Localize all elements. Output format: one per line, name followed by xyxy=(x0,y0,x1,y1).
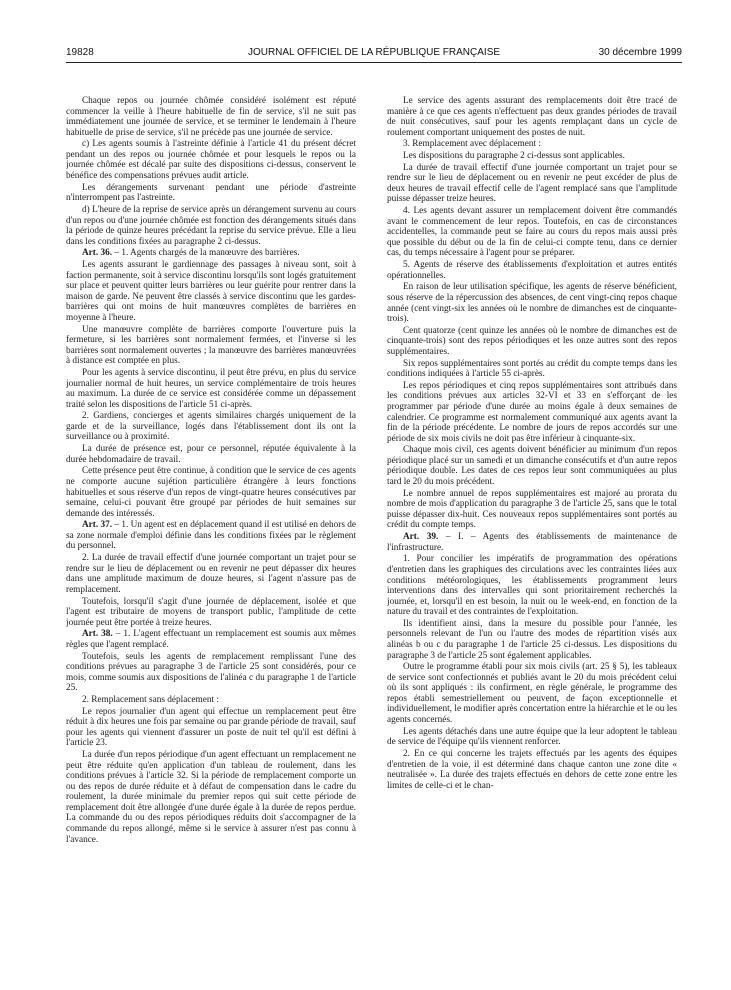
paragraph-text: 4. Les agents devant assurer un remplacement doivent être commandés avant le commencement de leur repos. Toutefois, en cas de circonstances accidentelles, la commande peut se faire au cours du repos mais aussi près que possible du début ou de la fin de celui-ci compte tenu, dans ce dernier cas, du temps nécessaire à l'agent pour se préparer. xyxy=(387,206,677,259)
paragraph-text: 2. La durée de travail effectif d'une journée comportant un trajet pour se rendre sur le lieu de déplacement ou en revenir ne peut dépasser dix heures dans une amplitude maximum de douze heures, si l'agent n'assure pas de remplacement. xyxy=(66,553,356,595)
paragraph xyxy=(66,444,356,465)
paragraph xyxy=(66,750,356,845)
page-header xyxy=(66,47,682,61)
paragraph xyxy=(66,520,356,552)
paragraph xyxy=(387,445,677,487)
paragraph xyxy=(387,662,677,725)
left-column xyxy=(66,96,356,976)
header-rule xyxy=(66,62,682,63)
paragraph-text: Le repos journalier d'un agent qui effectue un remplacement peut être réduit à dix heures une fois par semaine ou par grande période de travail, sauf pour les agents qui viennent d'assurer un poste de nuit tel qu'il est défini à l'article 23. xyxy=(66,706,356,749)
paragraph-text: Cette présence peut être continue, à condition que le service de ces agents ne comporte aucune sujétion particulière étrangère à leurs fonctions habituelles et sous réserve d'un repos de vingt-quatre heures consécutives par semaine, celui-ci pouvant être groupé par périodes de huit semaines sur demande des intéressés. xyxy=(66,466,356,519)
paragraph xyxy=(66,139,356,181)
paragraph-text: – 1. L'agent effectuant un remplacement est soumis aux mêmes règles que l'agent remplacé. xyxy=(66,629,356,650)
paragraph xyxy=(66,260,356,323)
paragraph xyxy=(66,205,356,247)
paragraph xyxy=(66,325,356,367)
paragraph xyxy=(66,411,356,443)
paragraph xyxy=(66,96,356,138)
paragraph xyxy=(66,652,356,694)
paragraph-text: 2. En ce qui concerne les trajets effectués par les agents des équipes d'entretien de la voie, il est déterminé dans chaque canton une zone dite « neutralisée ». La durée des trajets effectués en dehors de cette zone entre les limites de celle-ci et le chan- xyxy=(387,749,677,791)
paragraph-text: Chaque repos ou journée chômée considéré isolément est réputé commencer la veille à l'heure habituelle de fin de service, s'il ne suit pas immédiatement une journée de service, et se terminer le lendemain à l'heure habituelle de prise de service, s'il ne précède pas une journée de service. xyxy=(66,96,356,138)
paragraph-text: Pour les agents à service discontinu, il peut être prévu, en plus du service journalier normal de huit heures, un service complémentaire de trois heures au maximum. La durée de ce service est considérée comme un dépassement traité selon les dispositions de l'article 51 ci-après. xyxy=(66,367,356,410)
article-heading: Art. 38. xyxy=(82,629,113,640)
paragraph-text: La durée de présence est, pour ce personnel, réputée équivalente à la durée hebdomadaire de travail. xyxy=(66,444,356,465)
article-heading: Art. 39. xyxy=(403,532,439,543)
paragraph xyxy=(66,466,356,519)
paragraph-text: – I. – Agents des établissements de maintenance de l'infrastructure. xyxy=(387,532,677,553)
paragraph-text: Ils identifient ainsi, dans la mesure du possible pour l'année, les personnels relevant de l'un ou l'autre des modes de répartition visés aux alinéas b ou c du paragraphe 1 de l'article 25 ci-dessus. Les dispositions du paragraphe 3 de l'article 25 sont également applicables. xyxy=(387,618,677,661)
paragraph-text: Les agents détachés dans une autre équipe que la leur adoptent le tableau de service de l'équipe qu'ils viennent renforcer. xyxy=(387,726,677,748)
paragraph-text: Le service des agents assurant des remplacements doit être tracé de manière à ce que ces agents n'effectuent pas deux grandes périodes de travail de nuit consécutives, sauf pour les agents remplaçant dans un cycle de roulement comportant uniquement des postes de nuit. xyxy=(387,96,677,138)
paragraph xyxy=(387,749,677,791)
paragraph-text: La durée de travail effectif d'une journée comportant un trajet pour se rendre sur le lieu de déplacement ou en revenir ne peut excéder de plus de deux heures de travail effectif celle de l'agent remplacé sans que l'amplitude puisse dépasser treize heures. xyxy=(387,162,677,205)
page-number: 19828 xyxy=(66,47,94,58)
paragraph-text: 2. Gardiens, concierges et agents similaires chargés uniquement de la garde et de la surveillance, logés dans l'établissement dont ils ont la surveillance ou à proximité. xyxy=(66,411,356,443)
paragraph xyxy=(66,368,356,410)
paragraph xyxy=(387,326,677,358)
paragraph xyxy=(387,359,677,380)
paragraph-text: – 1. Agents chargés de la manœuvre des barrières. xyxy=(114,248,300,259)
paragraph-text: Le nombre annuel de repos supplémentaires est majoré au prorata du nombre de mois d'application du paragraphe 3 de l'article 25, sans que le total puisse dépasser dix-huit. Ces nouveaux repos supplémentaires sont portés au crédit du compte temps. xyxy=(387,488,677,531)
paragraph-text: – 1. Un agent est en déplacement quand il est utilisé en dehors de sa zone normale d'emploi définie dans les conditions fixées par le règlement du personnel. xyxy=(66,520,356,552)
paragraph-text: Six repos supplémentaires sont portés au crédit du compte temps dans les conditions indiquées à l'article 55 ci-après. xyxy=(387,358,677,380)
paragraph xyxy=(387,381,677,444)
paragraph xyxy=(387,206,677,259)
paragraph-text: c) Les agents soumis à l'astreinte définie à l'article 41 du présent décret pendant un des repos ou journée chômée et pour lesquels le repos ou la journée chômée est décalé par suite des dispositions ci-dessus, conservent le bénéfice des compensations prévues audit article. xyxy=(66,139,356,182)
paragraph-text: Toutefois, lorsqu'il s'agit d'une journée de déplacement, isolée et que l'agent est tributaire de moyens de transport public, l'amplitude de cette journée peut être portée à treize heures. xyxy=(66,596,356,628)
article-heading: Art. 36. xyxy=(82,248,113,259)
paragraph xyxy=(66,553,356,595)
paragraph xyxy=(387,163,677,205)
paragraph-text: Les repos périodiques et cinq repos supplémentaires sont attribués dans les conditions prévues aux articles 32-VI et 33 en s'efforçant de les programmer par période d'une durée au moins égale à deux semaines de calendrier. Ce programme est normalement communiqué aux agents avant la fin de la période précédente. Le nombre de jours de repos accordés sur une période de six mois civils ne doit pas être inférieur à cinquante-six. xyxy=(387,380,677,444)
paragraph-text: Toutefois, seuls les agents de remplacement remplissant l'une des conditions prévues au paragraphe 3 de l'article 25 sont considérés, pour ce mois, comme soumis aux dispositions de l'alinéa c du paragraphe 1 de l'article 25. xyxy=(66,651,356,694)
publication-date: 30 décembre 1999 xyxy=(598,47,682,58)
paragraph xyxy=(66,695,356,706)
right-column xyxy=(387,96,677,976)
paragraph xyxy=(387,139,677,150)
paragraph xyxy=(66,597,356,629)
paragraph-text: d) L'heure de la reprise de service après un dérangement survenu au cours d'un repos ou d'une journée chômée est fonction des dérangements situés dans la période de quinze heures précédant la reprise du service prévue. Elle a lieu dans les conditions fixées au paragraphe 2 ci-dessus. xyxy=(66,205,356,247)
paragraph xyxy=(387,727,677,748)
paragraph xyxy=(387,282,677,324)
paragraph xyxy=(66,248,356,259)
paragraph xyxy=(387,489,677,531)
paragraph xyxy=(387,96,677,138)
paragraph-text: En raison de leur utilisation spécifique, les agents de réserve bénéficient, sous réserve de la répercussion des absences, de cent vingt-cinq repos chaque année (cent vingt-six les années où le nombre de dimanches est de cinquante-trois). xyxy=(387,282,677,325)
paragraph-text: Chaque mois civil, ces agents doivent bénéficier au minimum d'un repos périodique placé sur un samedi et un dimanche consécutifs et d'un autre repos périodique double. Les dates de ces repos leur sont communiquées au plus tard le 20 du mois précédent. xyxy=(387,445,677,488)
paragraph xyxy=(387,151,677,162)
paragraph-text: Une manœuvre complète de barrières comporte l'ouverture puis la fermeture, si les barrières sont normalement fermées, et l'inverse si les barrières sont normalement ouvertes ; la manœuvre des barrières manœuvrées à distance est comptée en plus. xyxy=(66,324,356,367)
paragraph-text: Les dérangements survenant pendant une période d'astreinte n'interrompent pas l'astreinte. xyxy=(66,182,356,204)
journal-title: JOURNAL OFFICIEL DE LA RÉPUBLIQUE FRANÇAISE xyxy=(247,47,501,58)
paragraph-text: Les agents assurant le gardiennage des passages à niveau sont, soit à faction permanente, soit à service discontinu lorsqu'ils sont logés gratuitement sur place et peuvent quitter leurs barrières ou leur guérite pour rentrer dans la maison de garde. Ne peuvent être classés à service discontinu que les gardes-barrières qui ont moins de huit manœuvres complètes de barrières en moyenne à l'heure. xyxy=(66,260,356,323)
paragraph xyxy=(66,183,356,204)
paragraph-text: Outre le programme établi pour six mois civils (art. 25 § 5), les tableaux de service sont confectionnés et publiés avant le 20 du mois précédent celui où ils sont appliqués : ils confirment, en règle générale, le programme des repos établi semestriellement ou peuvent, de façon exceptionnelle et individuellement, le modifier après concertation entre la hiérarchie et le ou les agents concernés. xyxy=(387,662,677,725)
paragraph xyxy=(387,619,677,661)
paragraph-text: 1. Pour concilier les impératifs de programmation des opérations d'entretien dans les graphiques des circulations avec les contraintes liées aux conditions météorologiques, les établissements programment leurs interventions dans des intervalles qui sont prioritairement recherchés la journée, et, lorsqu'il en est besoin, la nuit ou le week-end, en fonction de la nature du travail et des contraintes de l'exploitation. xyxy=(387,554,677,618)
paragraph xyxy=(387,532,677,553)
article-heading: Art. 37. xyxy=(82,520,113,531)
paragraph-text: Cent quatorze (cent quinze les années où le nombre de dimanches est de cinquante-trois) sont des repos périodiques et les onze autres sont des repos supplémentaires. xyxy=(387,325,677,357)
paragraph-text: La durée d'un repos périodique d'un agent effectuant un remplacement ne peut être réduite qu'en application d'un tableau de roulement, dans les conditions prévues à l'article 32. Si la période de remplacement comporte un ou des repos de durée réduite et à défaut de compensation dans le cadre du roulement, la durée minimale du premier repos qui suit cette période de remplacement doit être allongée d'une durée égale à la durée de repos perdue. La commande du ou des repos périodiques réduits doit s'accompagner de la commande du repos allongé, même si le service à assurer n'est pas connu à l'avance. xyxy=(66,750,356,845)
paragraph-text: 3. Remplacement avec déplacement : xyxy=(403,139,541,150)
paragraph xyxy=(387,554,677,617)
paragraph-text: Les dispositions du paragraphe 2 ci-dessus sont applicables. xyxy=(403,151,625,162)
paragraph-text: 2. Remplacement sans déplacement : xyxy=(82,695,219,706)
paragraph xyxy=(66,707,356,749)
paragraph-text: 5. Agents de réserve des établissements d'exploitation et autres entités opérationnelles. xyxy=(387,260,677,281)
paragraph xyxy=(387,260,677,281)
paragraph xyxy=(66,629,356,650)
